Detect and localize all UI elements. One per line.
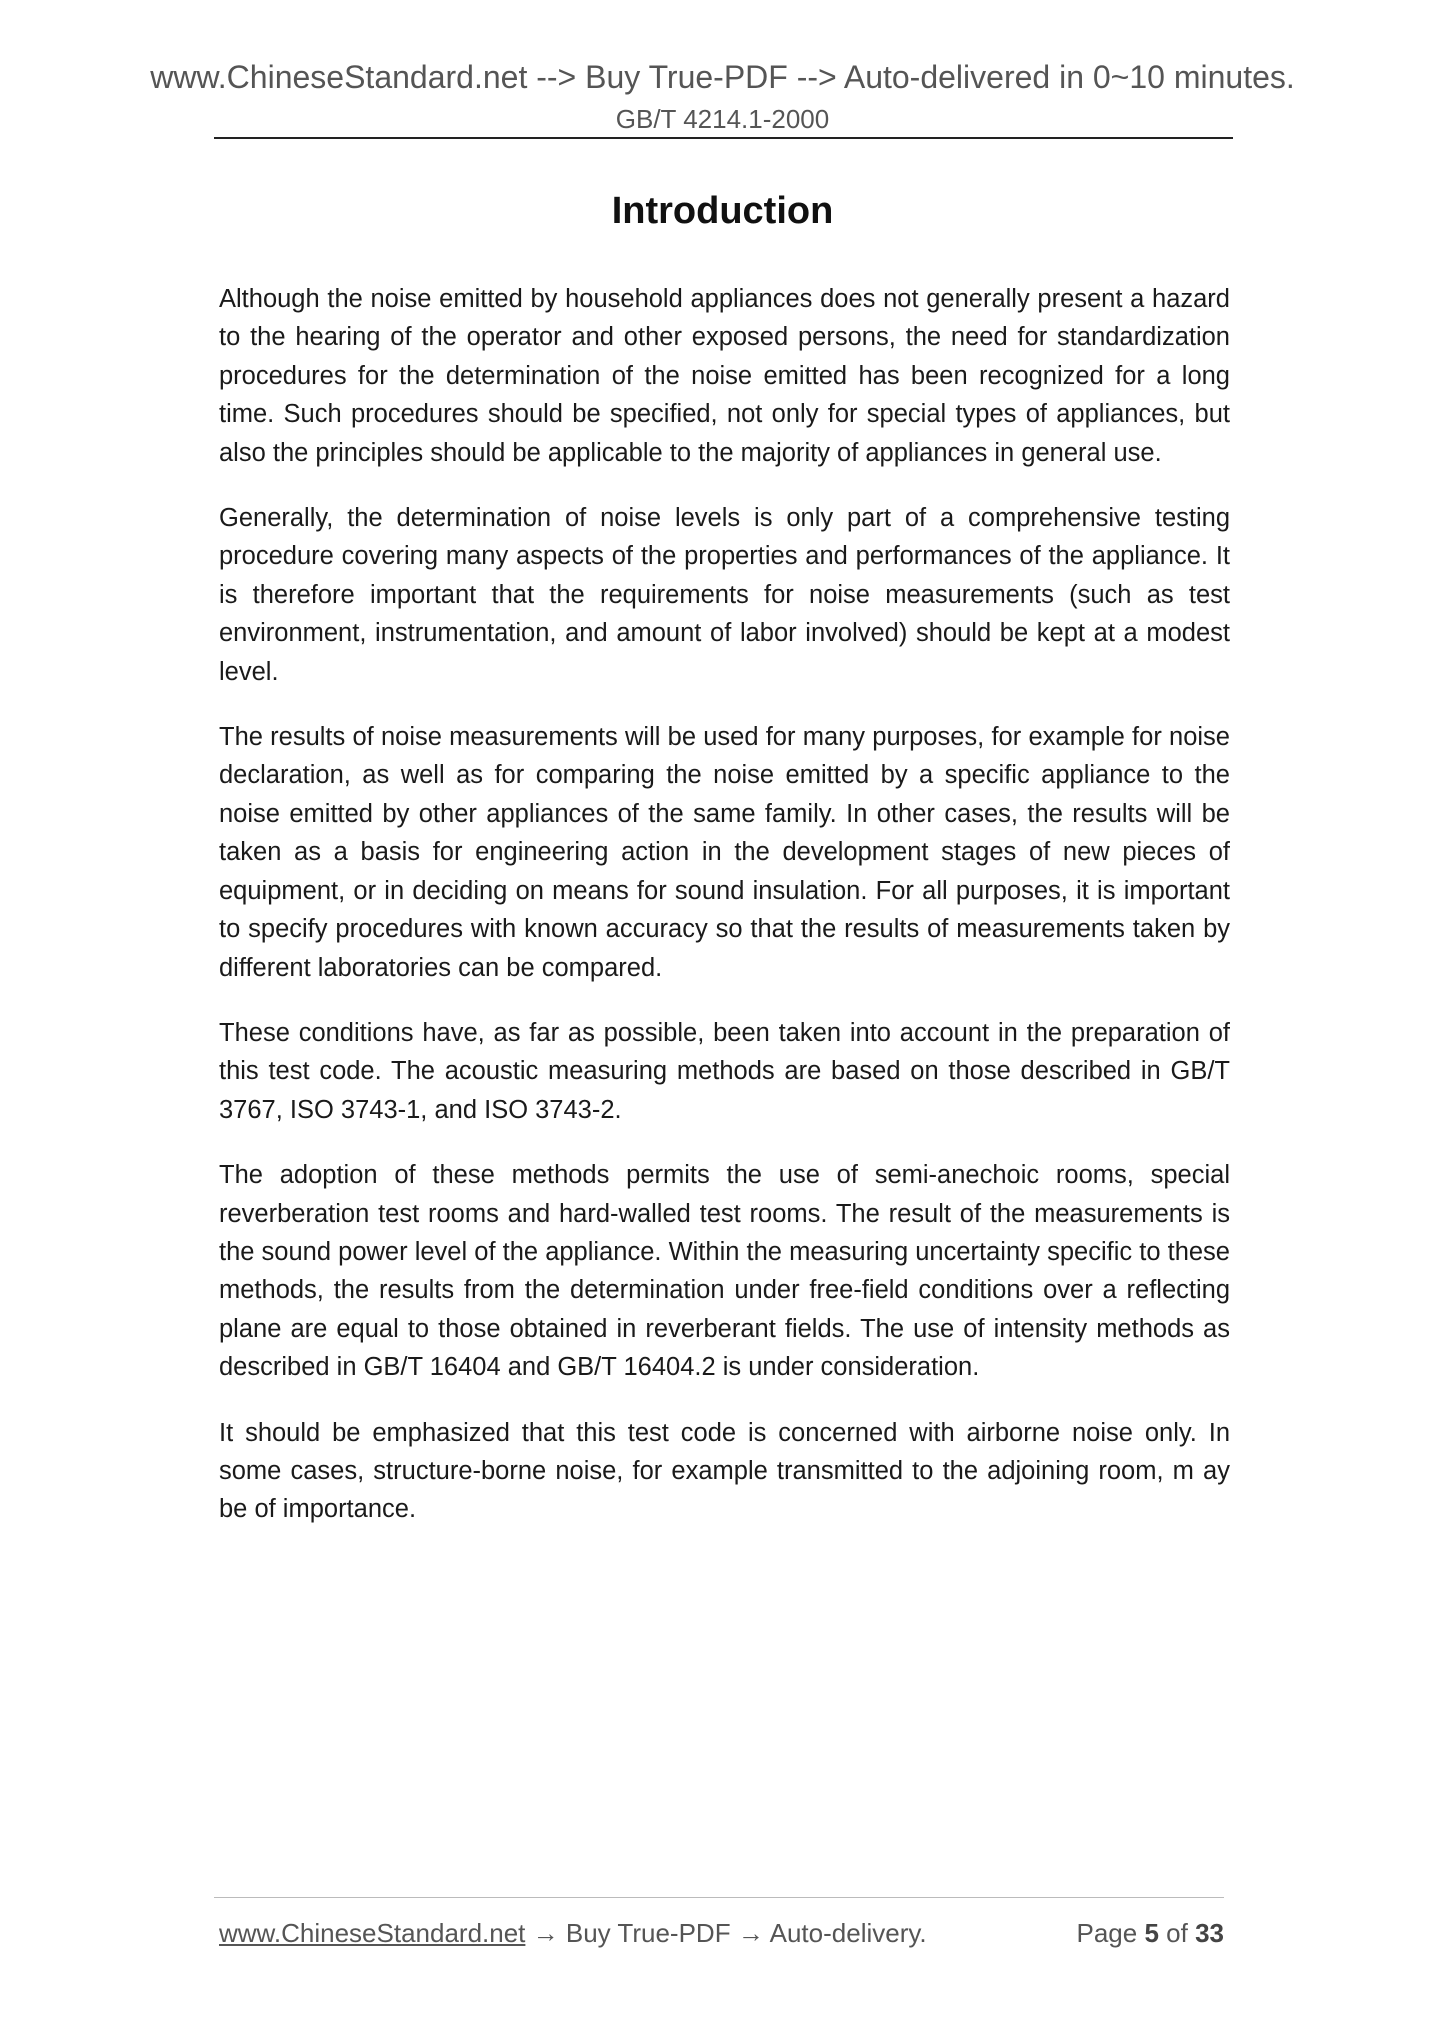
paragraph-4: These conditions have, as far as possible, been taken into account in the preparation of this test code. The acoustic measuring methods are based on those described in GB/T 3767, ISO 3743-1, and ISO 3743-2. bbox=[219, 1018, 1230, 1124]
footer-links bbox=[219, 1916, 927, 1950]
footer-delivery-text: Auto-delivery. bbox=[769, 1918, 927, 1948]
paragraph-5: The adoption of these methods permits the use of semi-anechoic rooms, special reverberation test rooms and hard-walled test rooms. The result of the measurements is the sound power level of the appliance. Within the measuring uncertainty specific to these methods, the results from the determination under free-field conditions over a reflecting plane are equal to those obtained in reverberant fields. The use of intensity methods as described in GB/T 16404 and GB/T 16404.2 is under consideration. bbox=[219, 1161, 1230, 1382]
arrow-right-icon: → bbox=[532, 1918, 559, 1948]
paragraph-6: It should be emphasized that this test code is concerned with airborne noise only. In some cases, structure-borne noise, for example transmitted to the adjoining room, m ay be of importance. bbox=[219, 1418, 1230, 1524]
header-divider bbox=[214, 137, 1233, 139]
footer-buy-text: Buy True-PDF bbox=[565, 1918, 731, 1948]
footer-site-link[interactable]: www.ChineseStandard.net bbox=[219, 1918, 526, 1948]
page-number: 5 bbox=[1144, 1918, 1159, 1948]
paragraph-1: Although the noise emitted by household appliances does not generally present a hazard to the hearing of the operator and other exposed persons, the need for standardization procedures for the determination of the noise emitted has been recognized for a long time. Such procedures should be specified, not only for special types of appliances, but also the principles should be applicable to the majority of appliances in general use. bbox=[219, 285, 1230, 467]
page-footer bbox=[219, 1916, 1224, 1956]
body-text bbox=[219, 280, 1230, 1556]
arrow-right-icon: → bbox=[737, 1918, 764, 1948]
page-label: Page bbox=[1076, 1918, 1138, 1948]
total-pages: 33 bbox=[1195, 1918, 1224, 1948]
standard-code: GB/T 4214.1-2000 bbox=[615, 104, 830, 134]
footer-divider bbox=[214, 1897, 1224, 1898]
top-banner[interactable]: www.ChineseStandard.net --> Buy True-PDF --> Auto-delivered in 0~10 minutes. bbox=[150, 59, 1295, 95]
of-label: of bbox=[1166, 1918, 1188, 1948]
paragraph-3: The results of noise measurements will be used for many purposes, for example for noise declaration, as well as for comparing the noise emitted by a specific appliance to the noise emitted by other appliances of the same family. In other cases, the results will be taken as a basis for engineering action in the development stages of new pieces of equipment, or in deciding on means for sound insulation. For all purposes, it is important to specify procedures with known accuracy so that the results of measurements taken by different laboratories can be compared. bbox=[219, 723, 1230, 982]
paragraph-2: Generally, the determination of noise levels is only part of a comprehensive testing procedure covering many aspects of the properties and performances of the appliance. It is therefore important that the requirements for noise measurements (such as test environment, instrumentation, and amount of labor involved) should be kept at a modest level. bbox=[219, 504, 1230, 686]
page-title: Introduction bbox=[611, 190, 834, 232]
page-indicator bbox=[1076, 1916, 1224, 1950]
